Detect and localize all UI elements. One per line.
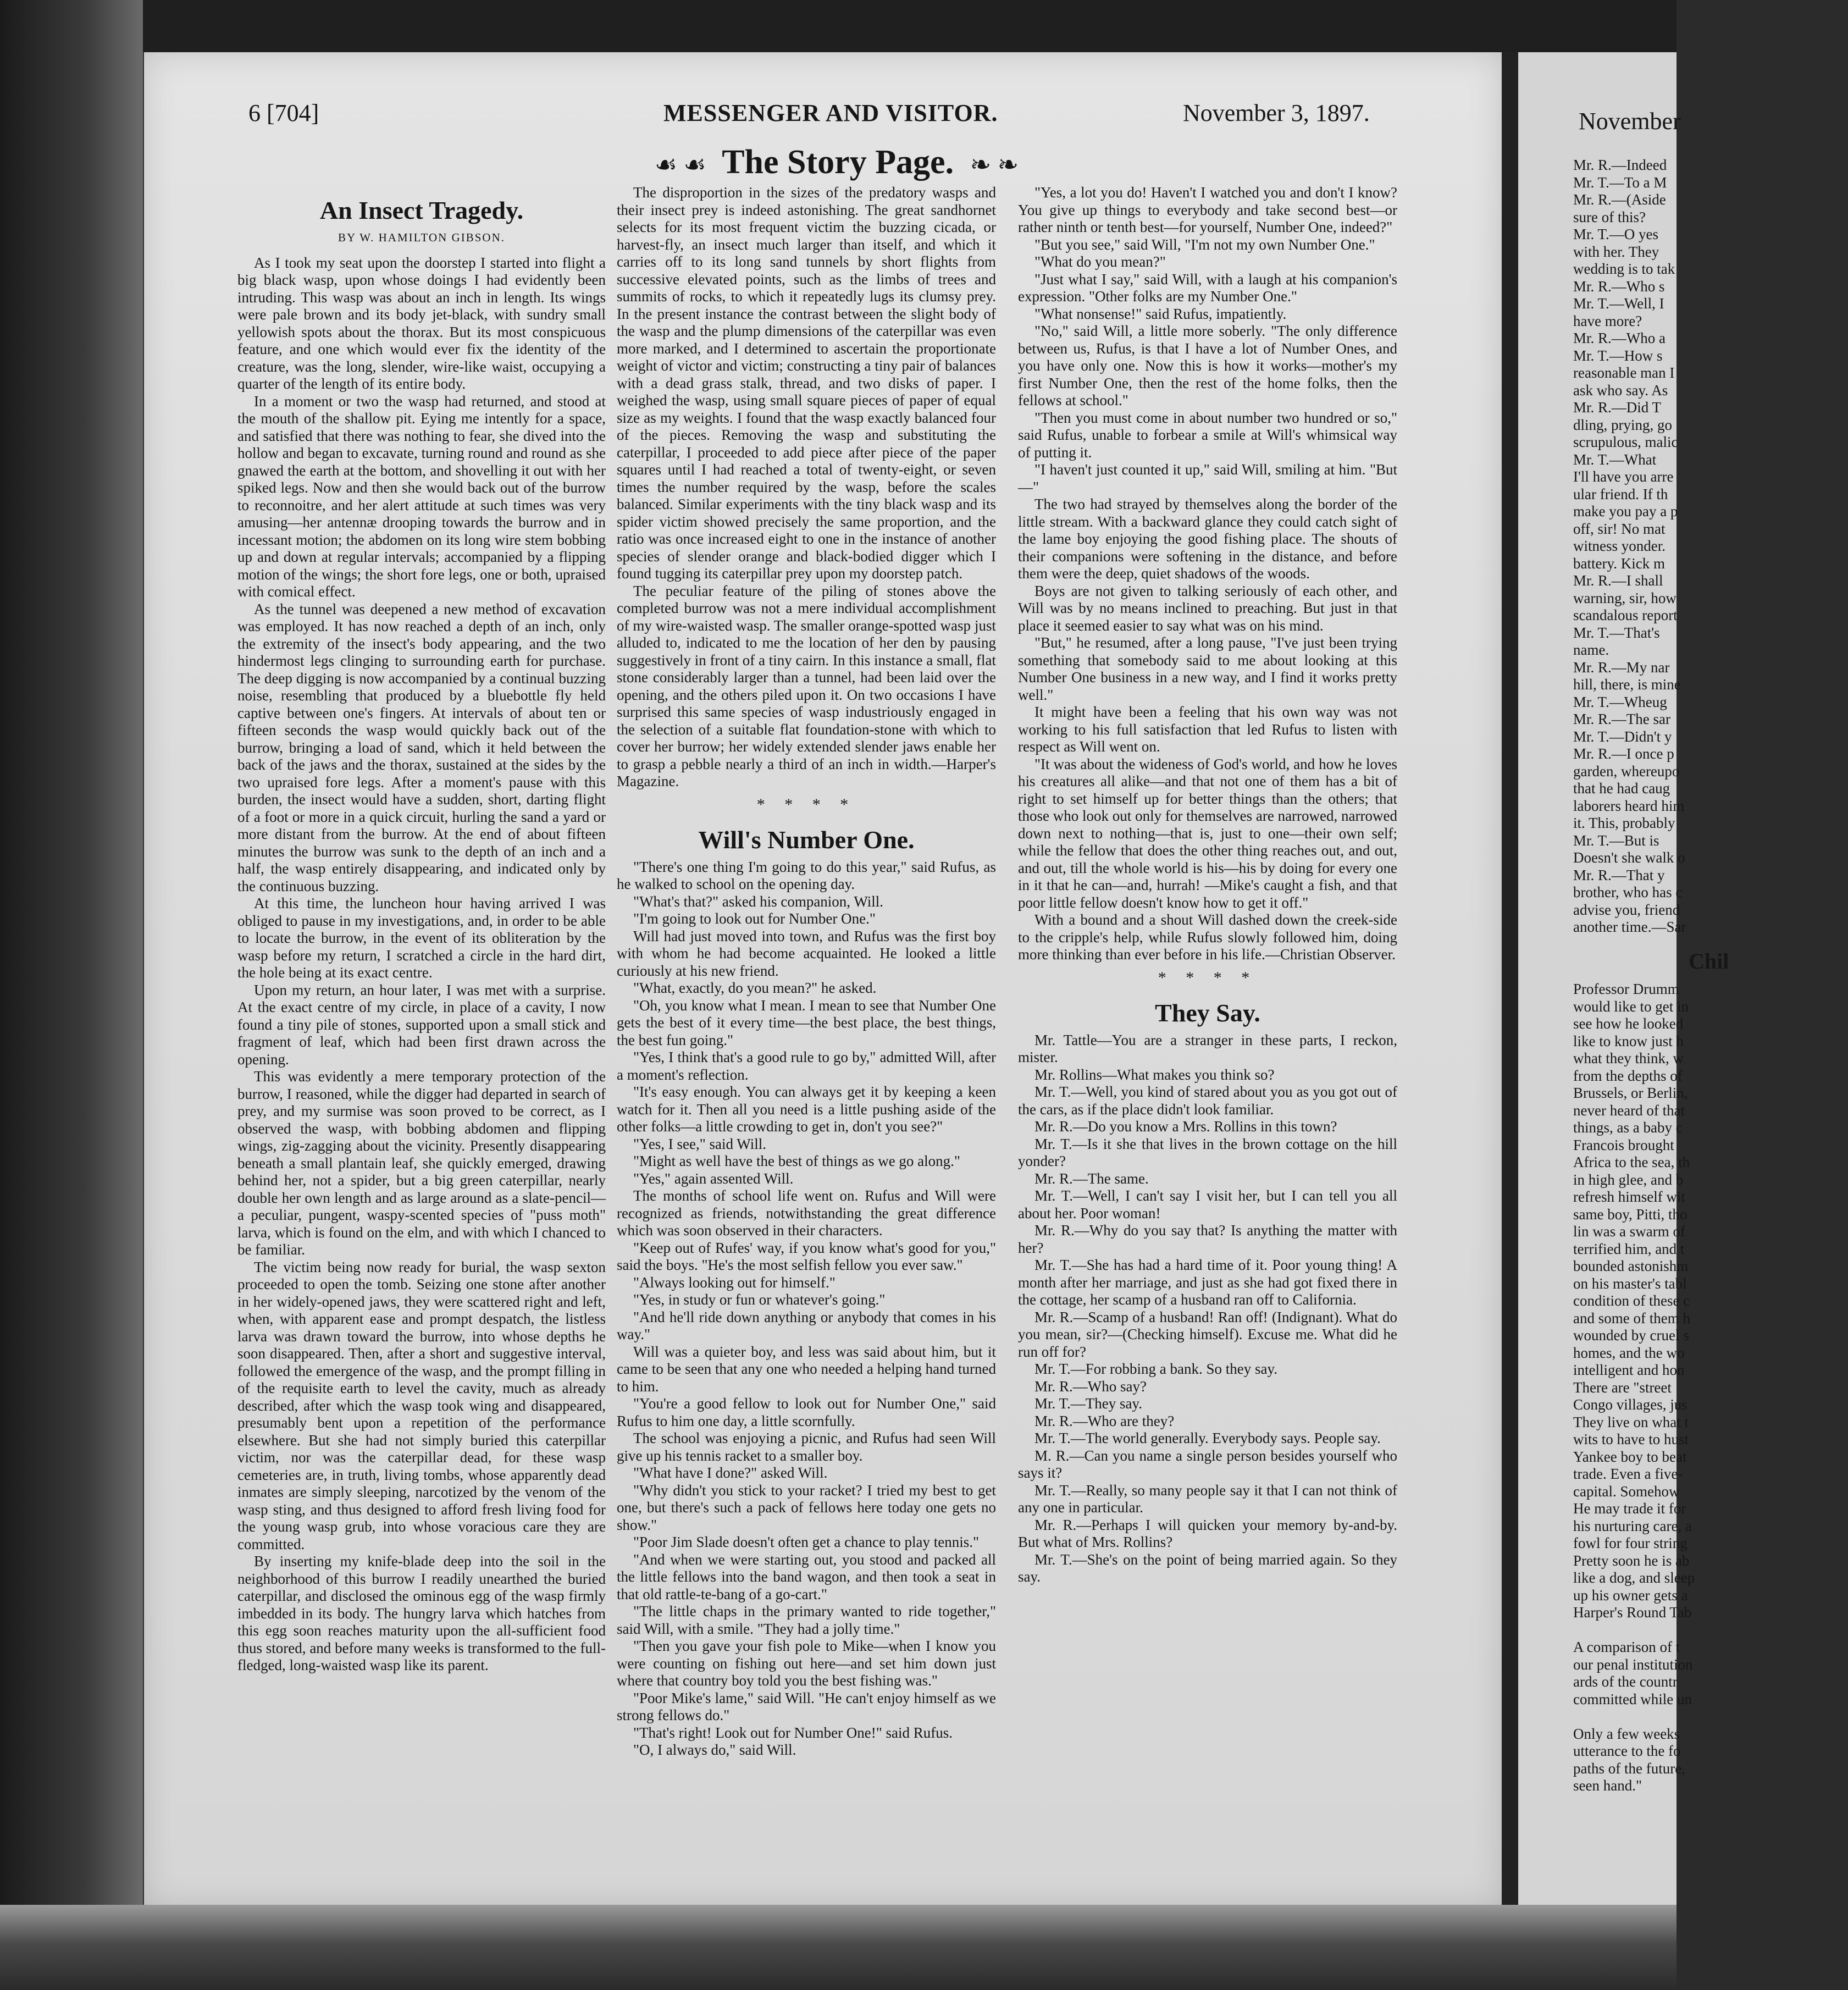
text-line: laborers heard him: [1573, 797, 1685, 814]
text-line: that he had caug: [1573, 780, 1670, 797]
article-paragraph: "I'm going to look out for Number One.": [633, 910, 876, 927]
article-paragraph: "And he'll ride down anything or anybody that comes in his way.": [617, 1308, 996, 1342]
article-paragraph: Upon my return, an hour later, I was met with a surprise. At the exact centre of my circle, in place of a cavity, I now found a tiny pile of stones, supported upon a small stick and fragment of leaf, which had been first drawn across the opening.: [237, 981, 606, 1068]
text-line: ular friend. If th: [1573, 485, 1668, 502]
text-line: on his master's tabl: [1573, 1275, 1687, 1292]
article-paragraph: Mr. R.—Who say?: [1034, 1378, 1147, 1395]
article-paragraph: "Keep out of Rufes' way, if you know what's good for you," said the boys. "He's the most selfish fellow you ever saw.": [617, 1239, 996, 1273]
text-line: up his owner gets a: [1573, 1587, 1688, 1604]
section-title: Chil: [1689, 948, 1729, 974]
article-paragraph: The two had strayed by themselves along the border of the little stream. With a backward glance they could catch sight of the lame boy enjoying the good fishing place. The shouts of their companions were softening in the distance, and before them were the deep, quiet shadows of the woods.: [1018, 496, 1397, 582]
text-line: warning, sir, how: [1573, 589, 1677, 606]
section-title: The Story Page.: [722, 143, 954, 181]
text-line: They live on what t: [1573, 1413, 1689, 1430]
article-paragraph: "Oh, you know what I mean. I mean to see that Number One gets the best of it every time—the best place, the best things, the best fun going.": [617, 997, 996, 1048]
text-line: utterance to the fo: [1573, 1743, 1681, 1759]
article-paragraph: Mr. T.—Is it she that lives in the brown cottage on the hill yonder?: [1018, 1135, 1397, 1169]
text-line: intelligent and hon: [1573, 1362, 1685, 1378]
text-line: scrupulous, malic: [1573, 434, 1678, 450]
text-line: ards of the countr: [1573, 1673, 1678, 1690]
text-line: brother, who has c: [1573, 884, 1683, 900]
paper-title: MESSENGER AND VISITOR.: [663, 100, 998, 126]
article-paragraph: With a bound and a shout Will dashed down the creek-side to the cripple's help, while Rufus slowly followed him, doing more thinking than ever before in his life.—Christian Observer.: [1018, 911, 1397, 963]
text-line: fowl for four string: [1573, 1535, 1687, 1551]
article-paragraph: It might have been a feeling that his own way was not working to his full satisfaction that led Rufus to listen with respect as Will went on.: [1018, 704, 1397, 755]
text-line: refresh himself wit: [1573, 1189, 1685, 1205]
article-paragraph: "What's that?" asked his companion, Will.: [633, 893, 883, 910]
text-line: name.: [1573, 642, 1609, 658]
article-paragraph: The months of school life went on. Rufus and Will were recognized as friends, notwithstanding the great difference which was soon observed in their characters.: [617, 1187, 996, 1239]
text-line: Yankee boy to beat: [1573, 1448, 1687, 1465]
section-heading: [617, 143, 1056, 182]
text-line: from the depths of: [1573, 1067, 1683, 1084]
text-line: Mr. R.—The sar: [1573, 711, 1670, 727]
article-paragraph: Mr. T.—They say.: [1034, 1395, 1142, 1412]
adjacent-page-column: [1573, 157, 1848, 1795]
text-line: things, as a baby c: [1573, 1119, 1683, 1136]
text-line: Doesn't she walk o: [1573, 849, 1685, 866]
text-line: Mr. T.—Wheug: [1573, 693, 1667, 710]
text-line: Mr. R.—Did T: [1573, 399, 1662, 416]
article-paragraph: The school was enjoying a picnic, and Rufus had seen Will give up his tennis racket to a smaller boy.: [617, 1430, 996, 1464]
page-number: 6 [704]: [248, 100, 319, 126]
text-line: Only a few weeks: [1573, 1725, 1680, 1742]
article-paragraph: "It was about the wideness of God's world, and how he loves his creatures all alike—and that not one of them has a bit of right to set himself up for better things than the others; that those who look out only for themselves are narrowed, narrowed down next to nothing—that is, just to one—their own self; while the fellow that does the other thing reaches out, and out, and out, till the whole world is his—his by doing for every one in it that he can—and, hurrah! —Mike's caught a fish, and that poor little fellow doesn't know how to get it off.": [1018, 755, 1397, 911]
text-line: Congo villages, jus: [1573, 1396, 1687, 1413]
text-line: garden, whereupo: [1573, 762, 1680, 780]
article-paragraph: "Yes," again assented Will.: [633, 1170, 794, 1187]
article-paragraph: "There's one thing I'm going to do this year," said Rufus, as he walked to school on the opening day.: [617, 858, 996, 892]
text-line: seen hand.": [1573, 1777, 1642, 1794]
text-line: wits to have to hust: [1573, 1431, 1689, 1447]
text-line: hill, there, is mine: [1573, 676, 1681, 693]
text-line: Mr. R.—Who a: [1573, 330, 1666, 346]
article-title: Will's Number One.: [698, 825, 915, 854]
article-paragraph: "Yes, in study or fun or whatever's going.": [633, 1291, 886, 1308]
article-paragraph: "But you see," said Will, "I'm not my own Number One.": [1034, 236, 1375, 253]
text-line: sure of this?: [1573, 208, 1646, 225]
article-paragraph: This was evidently a mere temporary protection of the burrow, I reasoned, while the digger had departed in search of prey, and my surmise was soon proved to be correct, as I observed the wasp, with bobbing abdomen and flipping wings, zig-zagging about the vicinity. Presently disappearing beneath a small plantain leaf, she quickly emerged, drawing behind her, not a spider, but a big green caterpillar, nearly double her own length and as large around as a slate-pencil—a peculiar, pungent, waspy-scented species of "puss moth" larva, which is found on the elm, and with which I chanced to be familiar.: [237, 1068, 606, 1258]
text-line: same boy, Pitti, tho: [1573, 1206, 1687, 1223]
article-paragraph: Mr. T.—Well, I can't say I visit her, but I can tell you all about her. Poor woman!: [1018, 1187, 1397, 1221]
text-line: have more?: [1573, 312, 1642, 329]
text-line: capital. Somehow: [1573, 1483, 1680, 1500]
text-line: off, sir! No mat: [1573, 520, 1666, 537]
article-paragraph: M. R.—Can you name a single person besides yourself who says it?: [1018, 1447, 1397, 1481]
article-paragraph: "What nonsense!" said Rufus, impatiently.: [1034, 305, 1287, 322]
article-paragraph: As I took my seat upon the doorstep I started into flight a big black wasp, upon whose doings I had evidently been intruding. This wasp was about an inch in length. Its wings were pale brown and its body jet-black, with sundry small yellowish spots about the thorax. But its most conspicuous feature, and one which would ever fix the identity of the creature, was the long, slender, wire-like waist, occupying a quarter of the length of its entire body.: [237, 254, 606, 392]
article-paragraph: Mr. Rollins—What makes you think so?: [1034, 1066, 1275, 1083]
article-paragraph: Will was a quieter boy, and less was said about him, but it came to be seen that any one who needed a helping hand turned to him.: [617, 1343, 996, 1395]
text-line: make you pay a p: [1573, 503, 1678, 519]
text-line: Mr. T.—To a M: [1573, 174, 1667, 191]
text-line: Africa to the sea, th: [1573, 1154, 1690, 1170]
text-line: Professor Drumm: [1573, 981, 1679, 997]
text-line: Harper's Round Tab: [1573, 1604, 1692, 1621]
leaf-ornament-icon: ☙ ☙: [654, 151, 706, 179]
article-paragraph: Mr. T.—She's on the point of being married again. So they say.: [1018, 1551, 1397, 1585]
column-2: [617, 184, 996, 1759]
article-paragraph: "Poor Jim Slade doesn't often get a chance to play tennis.": [633, 1534, 980, 1550]
article-paragraph: Mr. R.—Why do you say that? Is anything the matter with her?: [1018, 1222, 1397, 1256]
text-line: another time.—Sar: [1573, 919, 1686, 935]
leaf-ornament-icon: ❧ ❧: [970, 151, 1019, 179]
text-line: Mr. T.—O yes: [1573, 226, 1658, 242]
text-line: dling, prying, go: [1573, 416, 1672, 433]
article-paragraph: At this time, the luncheon hour having arrived I was obliged to pause in my investigations, and, in order to be able to locate the burrow, in the event of its obliteration by the wasp before my return, I scratched a circle in the hard dirt, the hole being at its exact centre.: [237, 895, 606, 981]
text-line: A comparison of t: [1573, 1639, 1680, 1655]
text-line: Mr. T.—Didn't y: [1573, 728, 1672, 745]
text-line: with her. They: [1573, 243, 1659, 260]
article-paragraph: Mr. T.—The world generally. Everybody says. People say.: [1034, 1430, 1381, 1446]
text-line: He may trade it for: [1573, 1500, 1686, 1517]
text-line: lin was a swarm of: [1573, 1223, 1685, 1240]
text-line: witness yonder.: [1573, 538, 1666, 554]
text-line: never heard of that: [1573, 1102, 1685, 1119]
article-paragraph: Mr. T.—Really, so many people say it that I can not think of any one in particular.: [1018, 1482, 1397, 1516]
text-line: and some of them h: [1573, 1309, 1690, 1326]
text-line: bounded astonishm: [1573, 1258, 1689, 1274]
article-paragraph: Mr. T.—She has had a hard time of it. Poor young thing! A month after her marriage, and just as she had got fixed there in the cottage, her scamp of a husband ran off to California.: [1018, 1257, 1397, 1308]
article-paragraph: "And when we were starting out, you stood and packed all the little fellows into the band wagon, and then took a seat in that old rattle-te-bang of a go-cart.": [617, 1551, 996, 1602]
text-line: reasonable man I: [1573, 364, 1675, 381]
scan-border-bottom: [0, 1905, 1677, 1990]
text-line: Mr. T.—Well, I: [1573, 295, 1664, 312]
text-line: Francois brought: [1573, 1136, 1674, 1153]
article-paragraph: "Yes, a lot you do! Haven't I watched you and don't I know? You give up things to everybody and take second best—or rather ninth or tenth best—for yourself, Number One, indeed?": [1018, 184, 1397, 235]
article-paragraph: Mr. R.—The same.: [1034, 1170, 1149, 1187]
text-line: see how he looked: [1573, 1015, 1684, 1032]
article-paragraph: "Why didn't you stick to your racket? I tried my best to get one, but there's such a pack of fellows here today one gets no show.": [617, 1482, 996, 1533]
text-line: Mr. T.—That's: [1573, 624, 1660, 641]
article-paragraph: Mr. R.—Perhaps I will quicken your memory by-and-by. But what of Mrs. Rollins?: [1018, 1516, 1397, 1550]
text-line: Mr. R.—My nar: [1573, 659, 1670, 676]
article-paragraph: Mr. T.—For robbing a bank. So they say.: [1034, 1361, 1277, 1377]
text-line: ask who say. As: [1573, 382, 1668, 399]
spacer: [1573, 1708, 1848, 1726]
issue-date: November 3, 1897.: [1183, 100, 1370, 126]
article-paragraph: "What have I done?" asked Will.: [633, 1464, 828, 1481]
article-paragraph: Mr. Tattle—You are a stranger in these parts, I reckon, mister.: [1018, 1031, 1397, 1065]
text-line: would like to get in: [1573, 998, 1689, 1015]
spacer: [1573, 1622, 1848, 1639]
article-paragraph: "That's right! Look out for Number One!" said Rufus.: [633, 1724, 953, 1741]
text-line: Mr. R.—That y: [1573, 866, 1665, 883]
article-paragraph: "Poor Mike's lame," said Will. "He can't enjoy himself as we strong fellows do.": [617, 1689, 996, 1723]
section-divider: * * * *: [1158, 968, 1258, 987]
article-paragraph: As the tunnel was deepened a new method of excavation was employed. It has now reached a depth of an inch, only the extremity of the insect's body appearing, and the two hindermost legs clinging to surrounding earth for purchase. The deep digging is now accompanied by a continual buzzing noise, resembling that produced by a bluebottle fly held captive between one's fingers. At intervals of about ten or fifteen seconds the wasp would quickly back out of the burrow, bringing a load of sand, which it held between the back of the jaws and the thorax, sustained at the sides by the two upraised fore legs. After a moment's pause with this burden, the insect would have a sudden, short, darting flight of a foot or more in a quick circuit, hurling the sand a yard or more distant from the burrow. At the end of about fifteen minutes the burrow was sunk to the depth of an inch and a half, the wasp entirely disappearing, and indicated only by the continuous buzzing.: [237, 600, 606, 894]
article-paragraph: By inserting my knife-blade deep into the soil in the neighborhood of this burrow I readily unearthed the buried caterpillar, and disclosed the ominous egg of the wasp firmly imbedded in its body. The hungry larva which hatches from this egg soon reaches maturity upon the all-sufficient food thus stored, and before many weeks is transformed to the full-fledged, long-waisted wasp like its parent.: [237, 1553, 606, 1673]
article-paragraph: "What do you mean?": [1034, 253, 1166, 270]
text-line: battery. Kick m: [1573, 555, 1665, 572]
article-paragraph: The peculiar feature of the piling of stones above the completed burrow was not a mere individual accomplishment of my wire-waisted wasp. The smaller orange-spotted wasp just alluded to, indicated to me the location of her den by pausing suggestively in front of a tiny cairn. In this instance a small, flat stone considerably larger than a tunnel, had been laid over the opening, and the others piled upon it. On two occasions I have surprised this same species of wasp industriously engaged in the selection of a suitable flat foundation-stone with which to cover her burrow; her widely extended slender jaws enable her to grasp a pebble nearly a third of an inch in width.—Harper's Magazine.: [617, 582, 996, 789]
article-paragraph: "What, exactly, do you mean?" he asked.: [633, 980, 877, 996]
article-paragraph: "No," said Will, a little more soberly. "The only difference between us, Rufus, is that I have a lot of Number Ones, and you have only one. Now this is how it works—mother's my first Number One, then the rest of the home folks, then the fellows at school.": [1018, 323, 1397, 408]
text-line: scandalous report: [1573, 607, 1678, 623]
text-line: Mr. R.—I shall: [1573, 572, 1663, 589]
text-line: homes, and the wo: [1573, 1344, 1685, 1361]
article-paragraph: "Yes, I think that's a good rule to go by," admitted Will, after a moment's reflection.: [617, 1049, 996, 1083]
text-line: Mr. R.—(Aside: [1573, 191, 1666, 208]
text-line: Mr. R.—I once p: [1573, 745, 1674, 762]
article-paragraph: Mr. R.—Do you know a Mrs. Rollins in this town?: [1034, 1118, 1337, 1135]
masthead: [144, 99, 1502, 132]
text-line: trade. Even a five-: [1573, 1466, 1683, 1482]
text-line: like to know just h: [1573, 1032, 1684, 1049]
text-line: There are "street: [1573, 1379, 1672, 1396]
article-paragraph: "You're a good fellow to look out for Number One," said Rufus to him one day, a little scornfully.: [617, 1395, 996, 1429]
article-paragraph: "It's easy enough. You can always get it by keeping a keen watch for it. Then all you need is a little pushing aside of the other folks—a little crowding to get in, don't you see?": [617, 1084, 996, 1135]
article-paragraph: "Then you must come in about number two hundred or so," said Rufus, unable to forbear a smile at Will's whimsical way of putting it.: [1018, 409, 1397, 461]
article-paragraph: "Then you gave your fish pole to Mike—when I know you were counting on fishing out here—and set him down just where that country boy told you the best fishing was.": [617, 1638, 996, 1689]
text-line: Mr. T.—But is: [1573, 832, 1659, 849]
text-line: Mr. R.—Who s: [1573, 278, 1665, 295]
text-line: in high glee, and b: [1573, 1171, 1684, 1188]
article-paragraph: "The little chaps in the primary wanted to ride together," said Will, with a smile. "They had a jolly time.": [617, 1603, 996, 1637]
article-paragraph: "I haven't just counted it up," said Will, smiling at him. "But—": [1018, 461, 1397, 495]
text-line: committed while un: [1573, 1690, 1692, 1707]
text-line: what they think, w: [1573, 1050, 1684, 1066]
article-paragraph: The disproportion in the sizes of the predatory wasps and their insect prey is indeed astonishing. The great sandhornet selects for its most frequent victim the buzzing cicada, or harvest-fly, an insect much larger than itself, and which it carries off to its long sand tunnels by short flights from successive elevated points, such as the limbs of trees and summits of rocks, to which it repeatedly lugs its clumsy prey. In the present instance the contrast between the slight body of the wasp and the plump dimensions of the caterpillar was even more marked, and I determined to ascertain the proportionate weight of victor and victim; constructing a tiny pair of balances with a dead grass stalk, thread, and two disks of paper. I weighed the wasp, using small square pieces of paper of equal size as my weights. I found that the wasp exactly balanced four of the pieces. Removing the wasp and substituting the caterpillar, I proceeded to add piece after piece of the paper squares until I had reached a total of twenty-eight, or seven times the number required by the wasp, before the scales balanced. Similar experiments with the tiny black wasp and its spider victim showed precisely the same proportion, and the ratio was once increased eight to one in the instance of another species of slender orange and black-bodied digger which I found tugging its caterpillar prey upon my doorstep patch.: [617, 184, 996, 582]
article-paragraph: Mr. T.—Well, you kind of stared about you as you got out of the cars, as if the place didn't look familiar.: [1018, 1084, 1397, 1118]
scan-border-left: [0, 0, 143, 1990]
page-gutter: [1502, 52, 1518, 1908]
adjacent-page-header: November: [1579, 108, 1681, 135]
article-paragraph: "Yes, I see," said Will.: [633, 1135, 766, 1152]
text-line: Pretty soon he is ab: [1573, 1552, 1690, 1569]
article-paragraph: Mr. R.—Who are they?: [1034, 1412, 1175, 1429]
article-title: They Say.: [1155, 998, 1260, 1027]
text-line: his nurturing care, a: [1573, 1517, 1692, 1534]
text-line: Mr. T.—What: [1573, 451, 1657, 468]
article-title: An Insect Tragedy.: [319, 196, 524, 224]
article-paragraph: "Always looking out for himself.": [633, 1274, 836, 1291]
text-line: wedding is to tak: [1573, 261, 1675, 277]
text-line: paths of the future,: [1573, 1760, 1685, 1777]
text-line: wounded by cruel s: [1573, 1327, 1689, 1344]
section-divider: * * * *: [756, 795, 856, 814]
text-line: like a dog, and sleep: [1573, 1569, 1695, 1586]
article-paragraph: Boys are not given to talking seriously of each other, and Will was by no means inclined to preaching. But just in that place it seemed easier to say what was on his mind.: [1018, 582, 1397, 634]
newspaper-page: [144, 52, 1502, 1908]
text-line: Mr. T.—How s: [1573, 347, 1663, 364]
article-paragraph: Mr. R.—Scamp of a husband! Ran off! (Indignant). What do you mean, sir?—(Checking himself). Excuse me. What did he run off for?: [1018, 1308, 1397, 1360]
article-paragraph: "Just what I say," said Will, with a laugh at his companion's expression. "Other folks are my Number One.": [1018, 270, 1397, 305]
text-line: advise you, friend: [1573, 901, 1680, 918]
article-paragraph: "Might as well have the best of things as we go along.": [633, 1153, 960, 1169]
article-paragraph: "O, I always do," said Will.: [633, 1742, 796, 1758]
article-paragraph: In a moment or two the wasp had returned, and stood at the mouth of the shallow pit. Eying me intently for a space, and satisfied that there was nothing to fear, she dived into the hollow and began to excavate, turning round and round as she gnawed the earth at the bottom, and shovelling it out with her spiked legs. Now and then she would back out of the burrow to reconnoitre, and her alert attitude at such times was very amusing—her antennæ drooping towards the burrow and in incessant motion; the abdomen on its long wire stem bobbing up and down at regular intervals; accompanied by a flipping motion of the wings; the short fore legs, one or both, upraised with comical effect.: [237, 393, 606, 600]
article-paragraph: The victim being now ready for burial, the wasp sexton proceeded to open the tomb. Seizing one stone after another in her widely-opened jaws, they were scattered right and left, when, with apparent ease and prompt despatch, the listless larva was drawn toward the burrow, into whose depths he soon disappeared. Then, after a short and suggestive interval, followed the emergence of the wasp, and the prompt filling in of the requisite earth to level the cavity, much as already described, after which the wasp took wing and disappeared, presumably bent upon a repetition of the performance elsewhere. But she had not simply buried this caterpillar victim, nor was the caterpillar dead, for these wasp cemeteries are, in truth, living tombs, whose apparently dead inmates are simply sleeping, narcotized by the venom of the wasp sting, and thus designed to afford fresh living food for the young wasp grub, into whose voracious care they are committed.: [237, 1258, 606, 1552]
text-line: condition of these c: [1573, 1292, 1690, 1309]
text-line: terrified him, and t: [1573, 1240, 1685, 1257]
text-line: our penal institution: [1573, 1656, 1693, 1673]
adjacent-page: [1518, 52, 1729, 1908]
text-line: I'll have you arre: [1573, 468, 1674, 485]
text-line: Mr. R.—Indeed: [1573, 157, 1667, 173]
column-1: [237, 184, 606, 1674]
column-3: [1018, 184, 1397, 1586]
text-line: it. This, probably: [1573, 815, 1675, 831]
article-paragraph: Will had just moved into town, and Rufus was the first boy with whom he had become acquainted. He looked a little curiously at his new friend.: [617, 927, 996, 979]
article-paragraph: "But," he resumed, after a long pause, "I've just been trying something that somebody said to me about looking at this Number One business in a new way, and I find it works pretty well.": [1018, 634, 1397, 703]
text-line: Brussels, or Berlin,: [1573, 1085, 1688, 1101]
scan-border-top: [0, 0, 1677, 52]
article-byline: BY W. HAMILTON GIBSON.: [337, 231, 505, 244]
